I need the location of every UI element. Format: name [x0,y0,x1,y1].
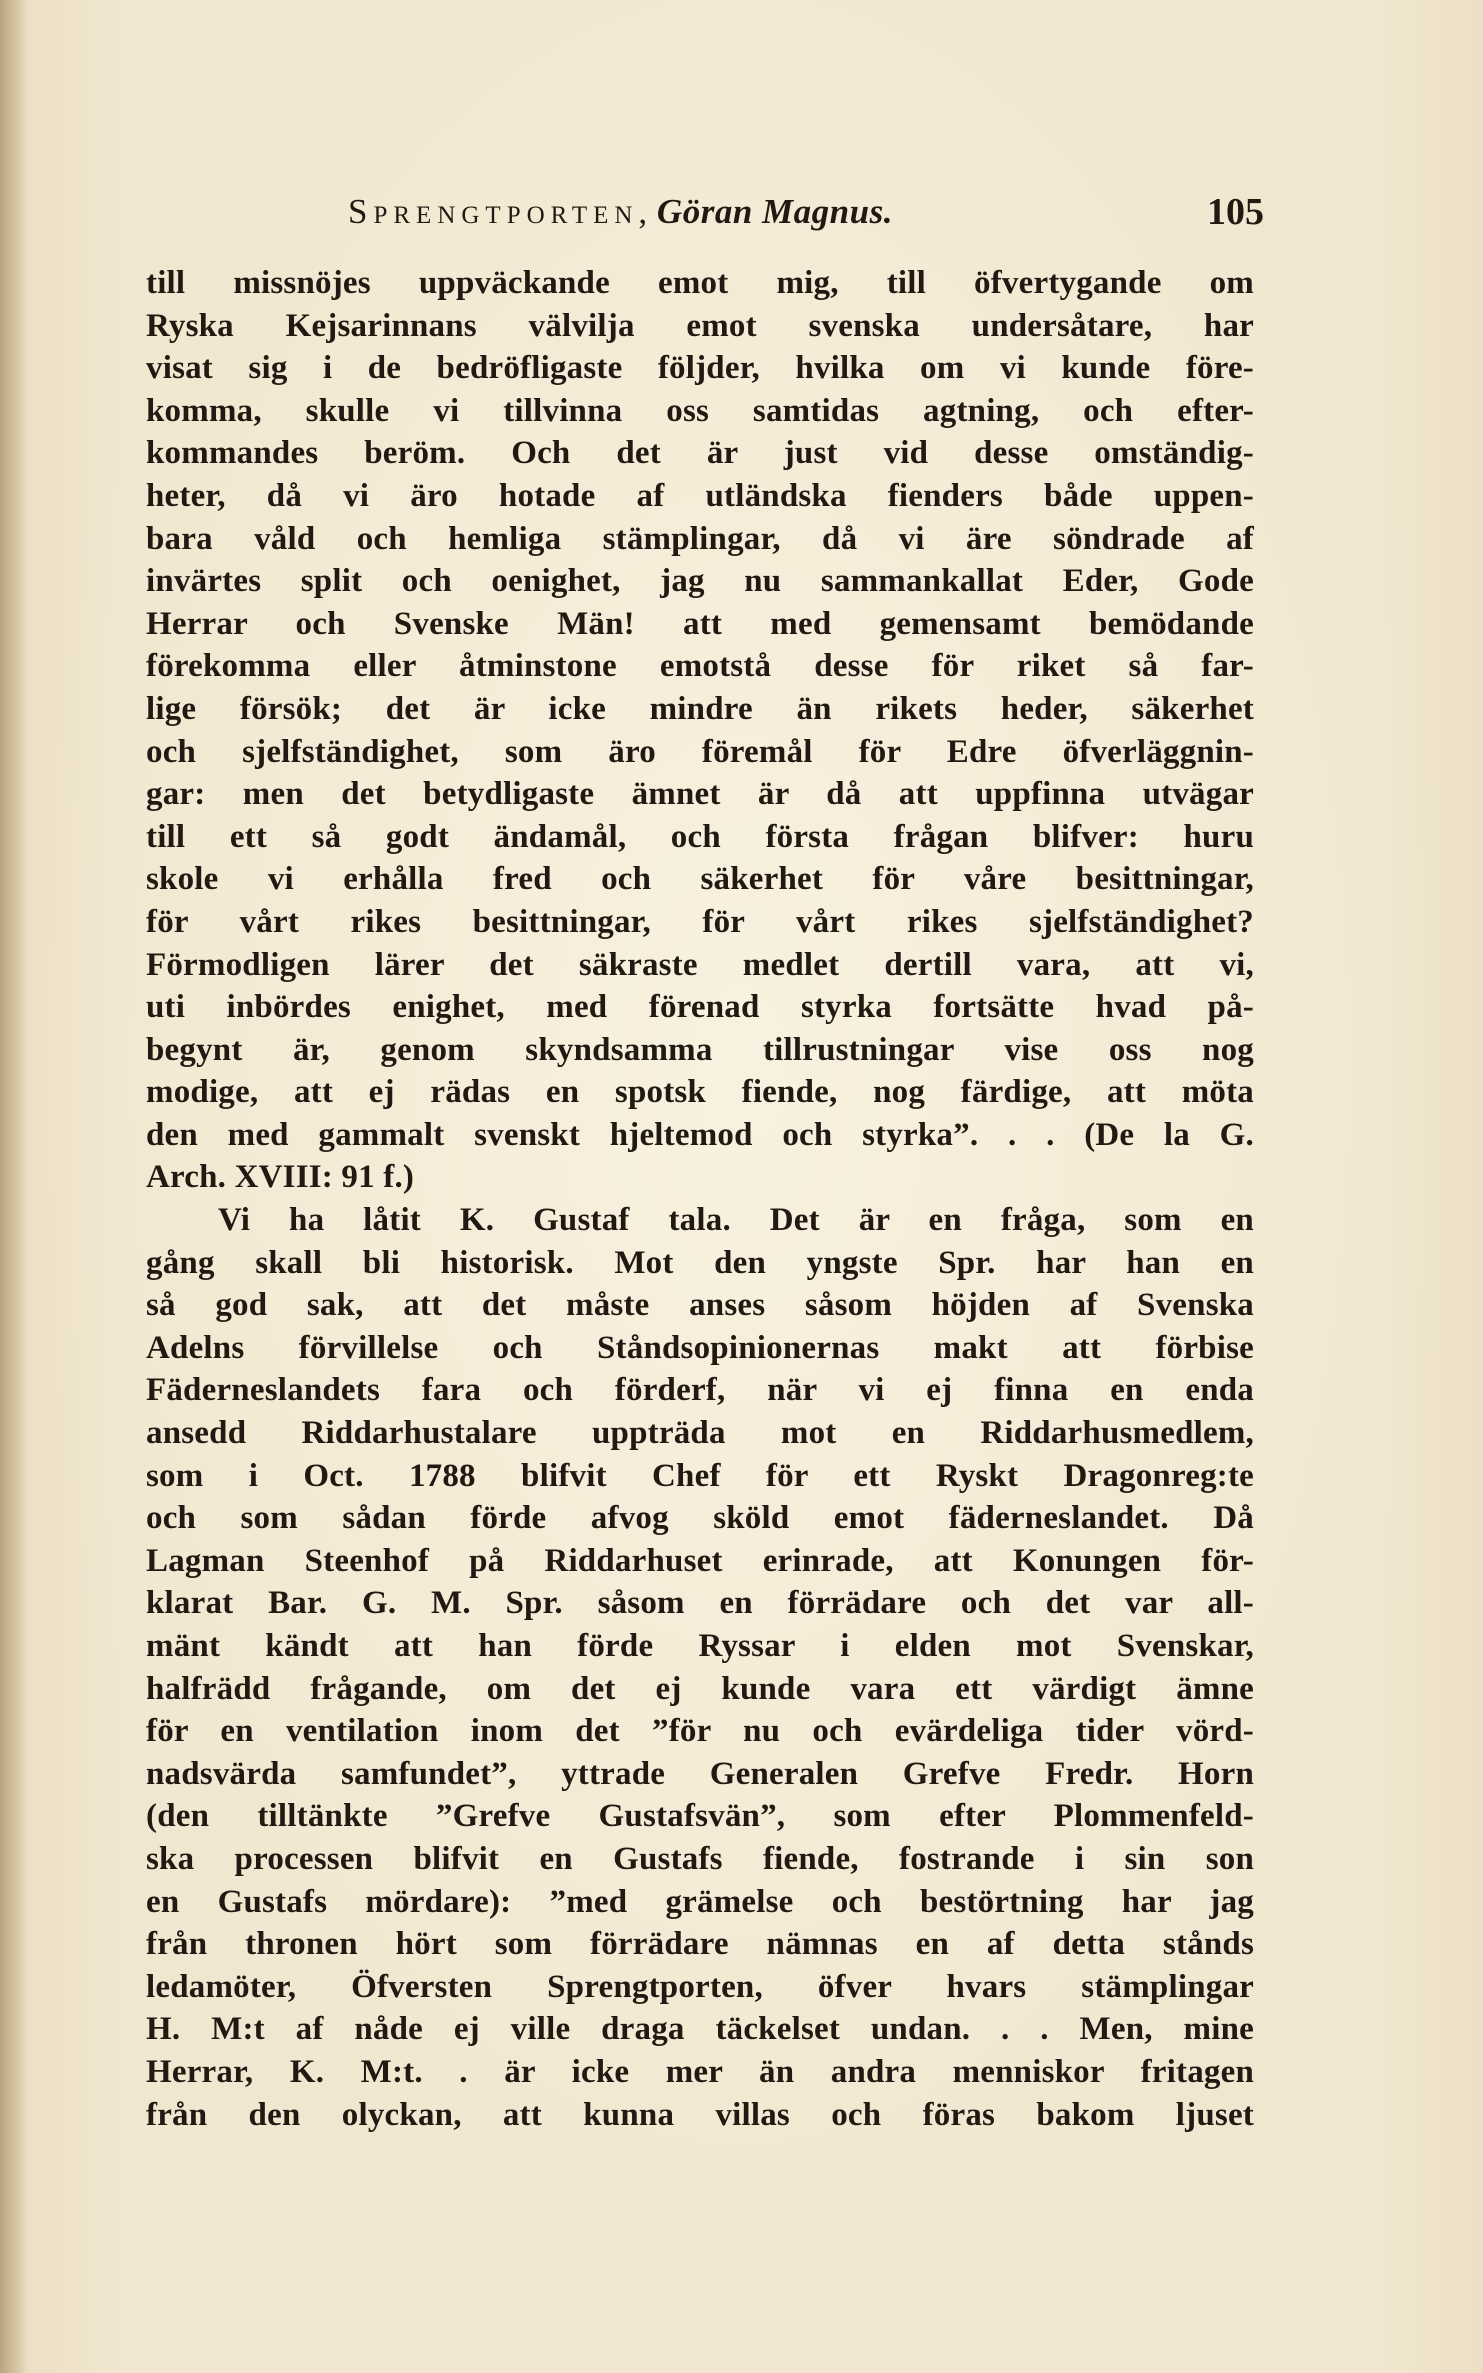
text-line: för en ventilation inom det ”för nu och evärdeliga tider vörd- [146,1713,1254,1750]
text-line: och som sådan förde afvog sköld emot fäderneslandet. Då [146,1500,1254,1537]
text-line: till missnöjes uppväckande emot mig, till öfvertygande om [146,265,1254,301]
text-line: visat sig i de bedröfligaste följder, hvilka om vi kunde före- [146,350,1254,387]
text-line: ansedd Riddarhustalare uppträda mot en Riddarhusmedlem, [146,1415,1254,1452]
page-binding-edge [0,0,26,2373]
page-number: 105 [1207,191,1264,233]
text-line: som i Oct. 1788 blifvit Chef för ett Ryskt Dragonreg:te [146,1457,1254,1494]
text-line: bara våld och hemliga stämplingar, då vi äre söndrade af [146,520,1254,557]
text-line: mänt kändt att han förde Ryssar i elden mot Svenskar, [146,1628,1254,1664]
text-line: skole vi erhålla fred och säkerhet för våre besittningar, [146,861,1254,898]
text-line: Herrar, K. M:t. . är icke mer än andra menniskor fritagen [146,2053,1254,2090]
text-line: komma, skulle vi tillvinna oss samtidas agtning, och efter- [146,392,1254,429]
text-line: lige försök; det är icke mindre än rikets heder, säkerhet [146,690,1254,727]
text-line: från den olyckan, att kunna villas och föras bakom ljuset [146,2096,1254,2133]
text-line: från thronen hört som förrädare nämnas en af detta stånds [146,1926,1254,1963]
text-line: kommandes beröm. Och det är just vid desse omständig- [146,435,1254,472]
text-line: så god sak, att det måste anses såsom höjden af Svenska [146,1287,1254,1324]
paragraph-start-line: Vi ha låtit K. Gustaf tala. Det är en fråga, som en [218,1202,1254,1239]
text-line: den med gammalt svenskt hjeltemod och styrka”. . . (De la G. [146,1116,1254,1153]
text-line: gång skall bli historisk. Mot den yngste Spr. har han en [146,1244,1254,1281]
running-head [348,192,893,232]
body-text [146,262,1254,2136]
text-line: ska processen blifvit en Gustafs fiende, fostrande i sin son [146,1840,1254,1877]
text-line: halfrädd frågande, om det ej kunde vara ett värdigt ämne [146,1670,1254,1707]
text-line: modige, att ej rädas en spotsk fiende, nog färdige, att möta [146,1074,1254,1111]
text-line: Herrar och Svenske Män! att med gemensamt bemödande [146,605,1254,642]
text-line: för vårt rikes besittningar, för vårt rikes sjelfständighet? [146,903,1254,940]
running-head-separator: , [638,192,657,231]
text-line: Ryska Kejsarinnans välvilja emot svenska undersåtare, har [146,307,1254,344]
text-line: Arch. XVIII: 91 f.) [146,1159,415,1196]
running-head-author: Sprengtporten [348,192,639,231]
text-line: nadsvärda samfundet”, yttrade Generalen Grefve Fredr. Horn [146,1755,1254,1792]
text-line: begynt är, genom skyndsamma tillrustningar vise oss nog [146,1031,1254,1068]
text-line: gar: men det betydligaste ämnet är då att uppfinna utvägar [146,776,1254,813]
text-line: förekomma eller åtminstone emotstå desse för riket så far- [146,648,1254,685]
text-line: H. M:t af nåde ej ville draga täckelset undan. . . Men, mine [146,2011,1254,2048]
text-line: Förmodligen lärer det säkraste medlet dertill vara, att vi, [146,946,1254,983]
text-line: en Gustafs mördare): ”med grämelse och bestörtning har jag [146,1883,1254,1920]
page-header [148,182,1264,242]
text-line: klarat Bar. G. M. Spr. såsom en förrädare och det var all- [146,1585,1254,1622]
text-line: Adelns förvillelse och Ståndsopinionernas makt att förbise [146,1329,1254,1366]
text-line: Lagman Steenhof på Riddarhuset erinrade, att Konungen för- [146,1542,1254,1579]
text-line: invärtes split och oenighet, jag nu sammankallat Eder, Gode [146,563,1254,600]
text-line: ledamöter, Öfversten Sprengtporten, öfver hvars stämplingar [146,1968,1254,2005]
text-line: uti inbördes enighet, med förenad styrka fortsätte hvad på- [146,989,1254,1026]
text-line: (den tilltänkte ”Grefve Gustafsvän”, som efter Plommenfeld- [146,1798,1254,1835]
text-line: till ett så godt ändamål, och första frågan blifver: huru [146,818,1254,855]
running-head-given-names: Göran Magnus. [656,192,893,231]
text-line: och sjelfständighet, som äro föremål för Edre öfverläggnin- [146,733,1254,770]
text-line: Fäderneslandets fara och förderf, när vi ej finna en enda [146,1372,1254,1409]
text-line: heter, då vi äro hotade af utländska fienders både uppen- [146,477,1254,514]
